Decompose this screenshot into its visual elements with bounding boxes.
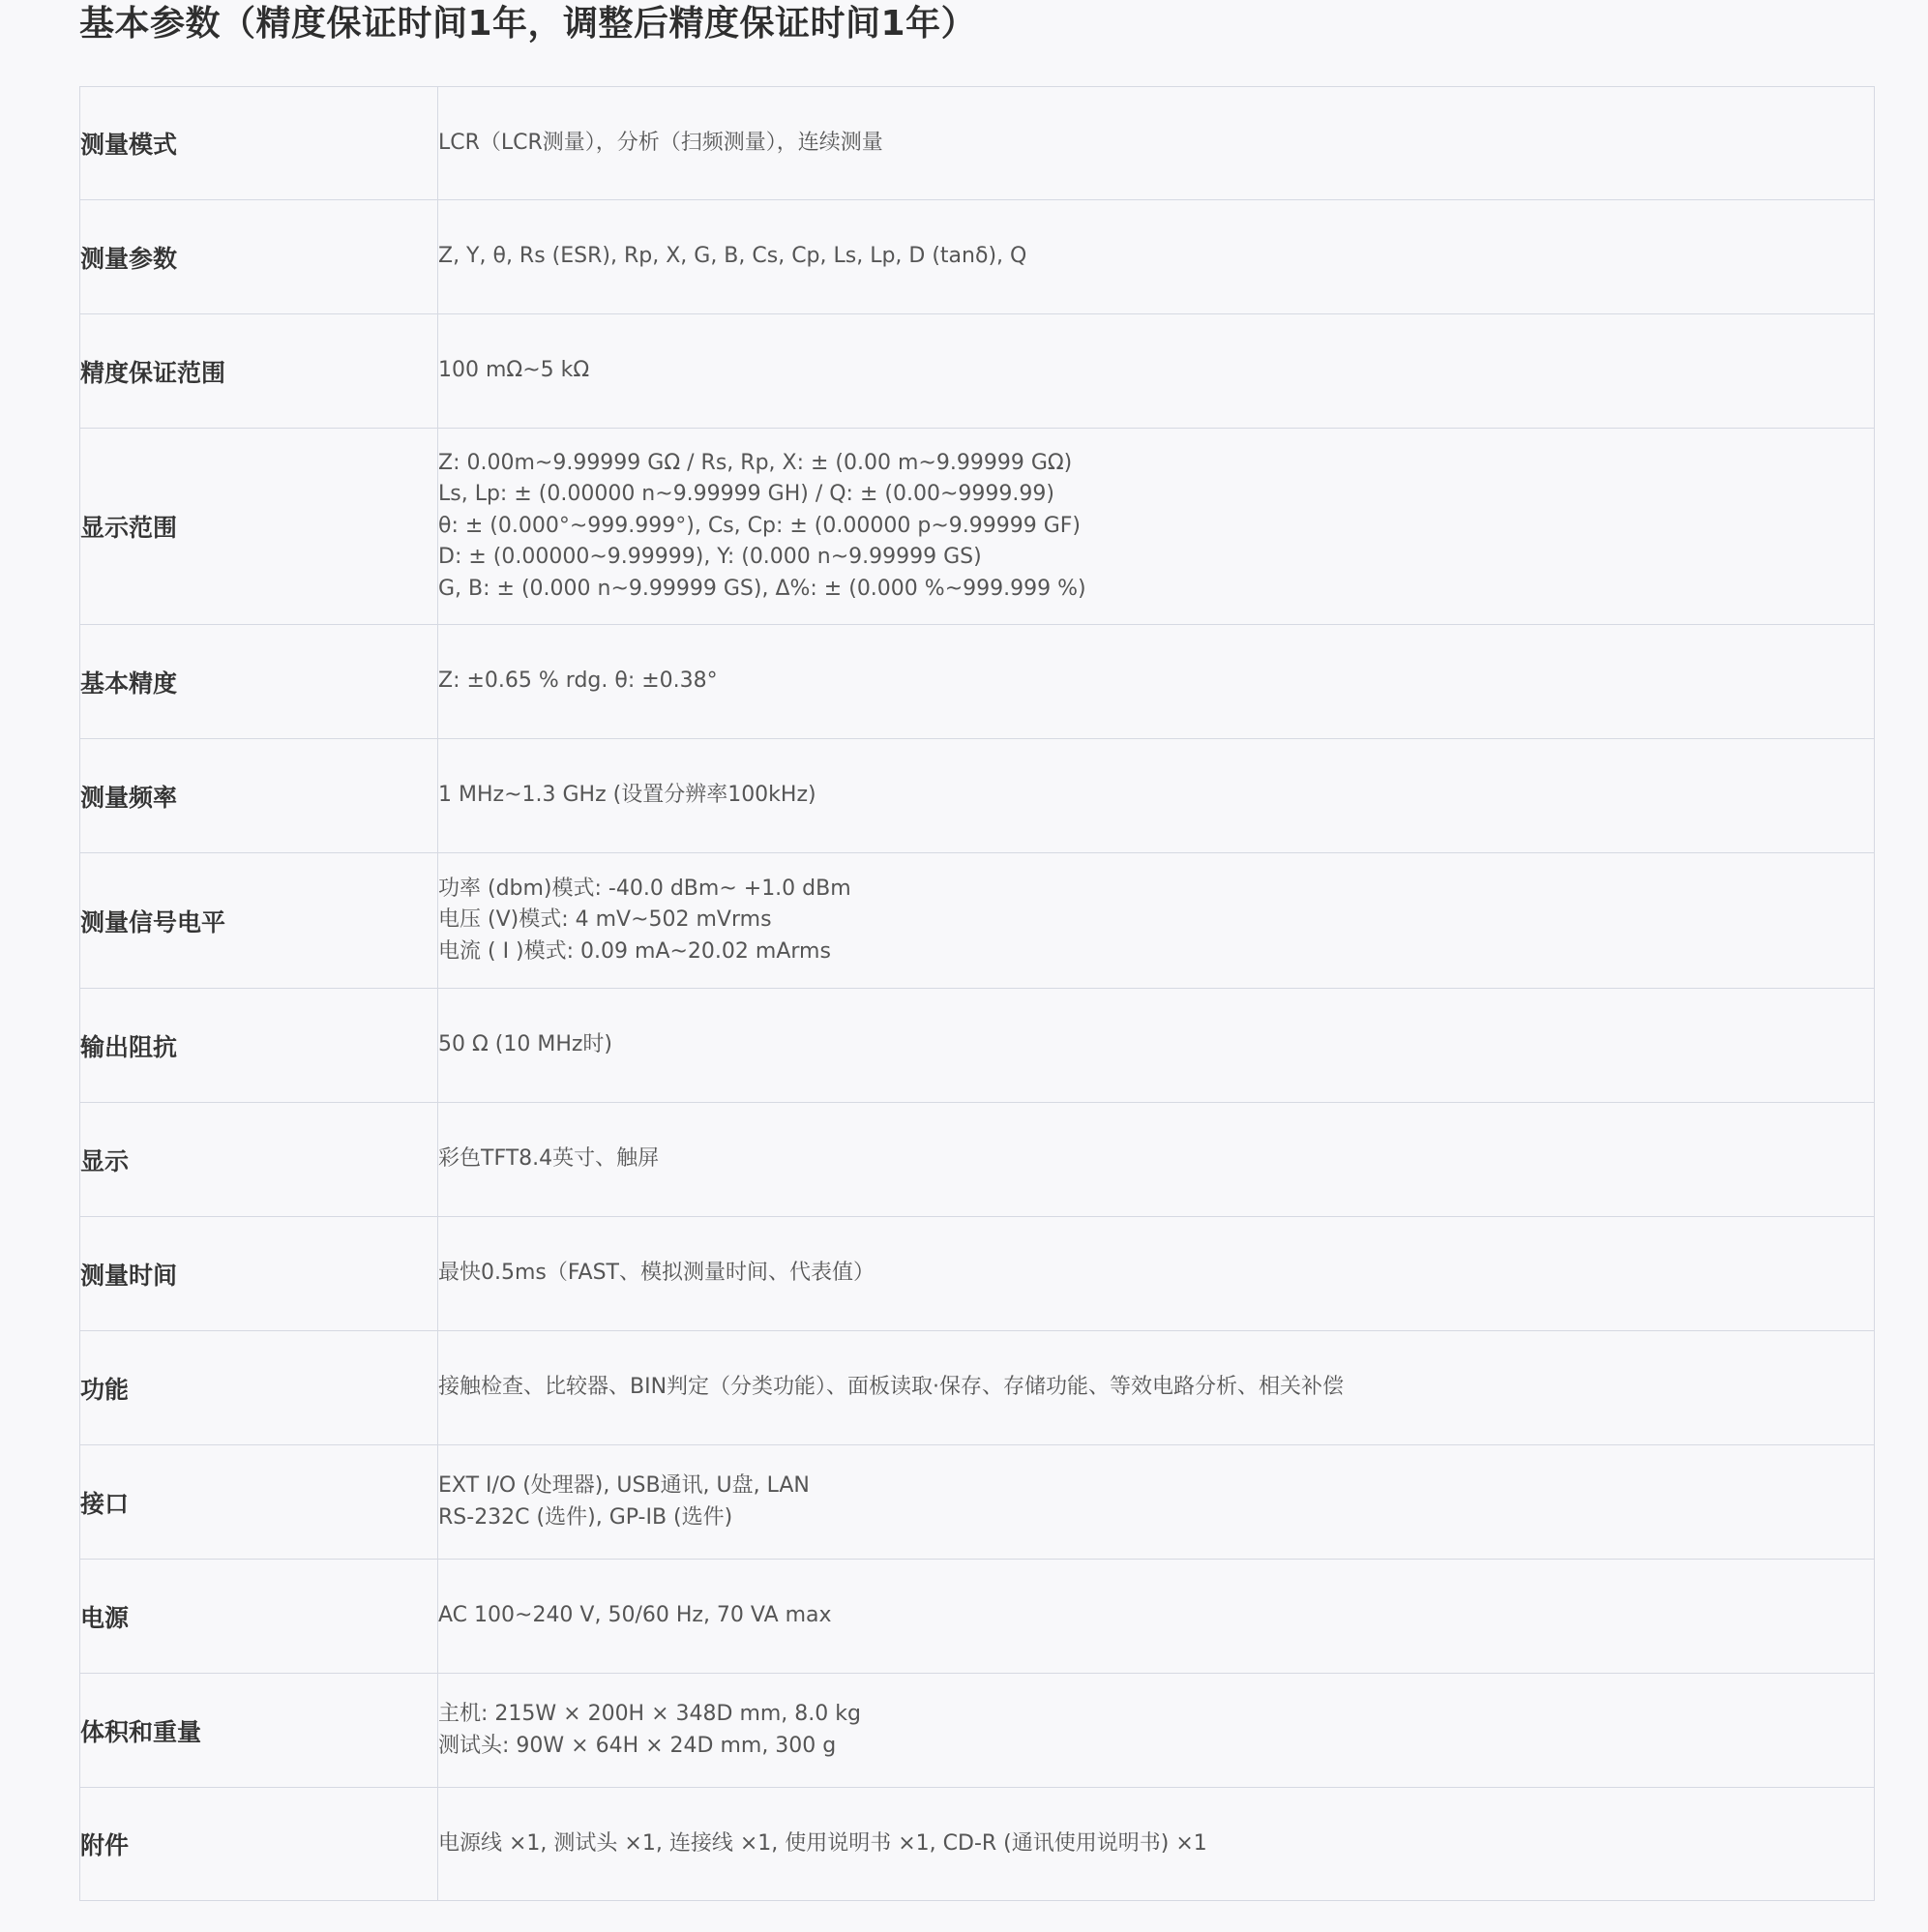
spec-value-line: θ: ± (0.000°~999.999°), Cs, Cp: ± (0.00000 p~9.99999 GF) bbox=[438, 513, 1082, 538]
spec-label: 显示范围 bbox=[80, 429, 438, 625]
spec-value-line: EXT I/O (处理器), USB通讯, U盘, LAN bbox=[438, 1473, 810, 1498]
table-row bbox=[80, 200, 1875, 314]
table-row bbox=[80, 1217, 1875, 1331]
page-title: 基本参数（精度保证时间1年，调整后精度保证时间1年） bbox=[79, 4, 977, 44]
spec-label: 功能 bbox=[80, 1331, 438, 1445]
spec-value bbox=[438, 1445, 1875, 1560]
spec-value-line: 接触检查、比较器、BIN判定（分类功能）、面板读取·保存、存储功能、等效电路分析、相关补偿 bbox=[438, 1375, 1345, 1400]
spec-table bbox=[79, 86, 1875, 1901]
spec-table-body bbox=[80, 87, 1875, 1901]
spec-value-line: 测试头: 90W × 64H × 24D mm, 300 g bbox=[438, 1733, 837, 1758]
spec-value-line: Z: ±0.65 % rdg. θ: ±0.38° bbox=[438, 669, 718, 694]
spec-value bbox=[438, 1331, 1875, 1445]
table-row bbox=[80, 1331, 1875, 1445]
table-row bbox=[80, 1445, 1875, 1560]
spec-label: 测量时间 bbox=[80, 1217, 438, 1331]
spec-label: 输出阻抗 bbox=[80, 989, 438, 1103]
spec-value-line: Ls, Lp: ± (0.00000 n~9.99999 GH) / Q: ± (0.00~9999.99) bbox=[438, 482, 1054, 507]
spec-value-line: Z: 0.00m~9.99999 GΩ / Rs, Rp, X: ± (0.00 m~9.99999 GΩ) bbox=[438, 450, 1073, 475]
spec-value bbox=[438, 1217, 1875, 1331]
spec-value-line: 50 Ω (10 MHz时) bbox=[438, 1032, 613, 1057]
spec-value bbox=[438, 429, 1875, 625]
spec-value bbox=[438, 314, 1875, 429]
spec-value bbox=[438, 739, 1875, 853]
spec-value-line: 最快0.5ms（FAST、模拟测量时间、代表值） bbox=[438, 1261, 875, 1286]
table-row bbox=[80, 1560, 1875, 1674]
spec-label: 测量频率 bbox=[80, 739, 438, 853]
table-row bbox=[80, 989, 1875, 1103]
table-row bbox=[80, 429, 1875, 625]
table-row bbox=[80, 87, 1875, 200]
spec-value-line: 1 MHz~1.3 GHz (设置分辨率100kHz) bbox=[438, 783, 816, 808]
spec-value-line: D: ± (0.00000~9.99999), Y: (0.000 n~9.99999 GS) bbox=[438, 545, 982, 570]
table-row bbox=[80, 1103, 1875, 1217]
spec-value bbox=[438, 625, 1875, 739]
spec-value-line: 100 mΩ~5 kΩ bbox=[438, 358, 590, 383]
spec-value bbox=[438, 989, 1875, 1103]
spec-value bbox=[438, 853, 1875, 989]
spec-label: 基本精度 bbox=[80, 625, 438, 739]
spec-label: 精度保证范围 bbox=[80, 314, 438, 429]
spec-value bbox=[438, 87, 1875, 200]
spec-value-line: G, B: ± (0.000 n~9.99999 GS), Δ%: ± (0.000 %~999.999 %) bbox=[438, 576, 1086, 601]
spec-value-line: 功率 (dbm)模式: -40.0 dBm~ +1.0 dBm bbox=[438, 876, 851, 901]
spec-value bbox=[438, 1674, 1875, 1788]
spec-label: 显示 bbox=[80, 1103, 438, 1217]
table-row bbox=[80, 314, 1875, 429]
spec-value-line: 主机: 215W × 200H × 348D mm, 8.0 kg bbox=[438, 1702, 861, 1726]
spec-value bbox=[438, 200, 1875, 314]
spec-value-line: RS-232C (选件), GP-IB (选件) bbox=[438, 1504, 733, 1530]
spec-label: 附件 bbox=[80, 1788, 438, 1901]
spec-value-line: LCR（LCR测量），分析（扫频测量），连续测量 bbox=[438, 130, 883, 155]
spec-label: 电源 bbox=[80, 1560, 438, 1674]
spec-value-line: 电源线 ×1, 测试头 ×1, 连接线 ×1, 使用说明书 ×1, CD-R (通讯使用说明书) ×1 bbox=[438, 1830, 1207, 1856]
table-row bbox=[80, 1674, 1875, 1788]
spec-value-line: 电流 ( I )模式: 0.09 mA~20.02 mArms bbox=[438, 938, 831, 964]
spec-value-line: AC 100~240 V, 50/60 Hz, 70 VA max bbox=[438, 1603, 832, 1628]
spec-value bbox=[438, 1560, 1875, 1674]
spec-label: 测量参数 bbox=[80, 200, 438, 314]
spec-label: 体积和重量 bbox=[80, 1674, 438, 1788]
spec-value-line: 电压 (V)模式: 4 mV~502 mVrms bbox=[438, 907, 772, 933]
spec-value-line: 彩色TFT8.4英寸、触屏 bbox=[438, 1146, 660, 1172]
table-row bbox=[80, 739, 1875, 853]
spec-label: 测量信号电平 bbox=[80, 853, 438, 989]
spec-value bbox=[438, 1788, 1875, 1901]
spec-value bbox=[438, 1103, 1875, 1217]
spec-label: 测量模式 bbox=[80, 87, 438, 200]
spec-value-line: Z, Y, θ, Rs (ESR), Rp, X, G, B, Cs, Cp, Ls, Lp, D (tanδ), Q bbox=[438, 244, 1027, 269]
table-row bbox=[80, 625, 1875, 739]
table-row bbox=[80, 853, 1875, 989]
table-row bbox=[80, 1788, 1875, 1901]
spec-label: 接口 bbox=[80, 1445, 438, 1560]
